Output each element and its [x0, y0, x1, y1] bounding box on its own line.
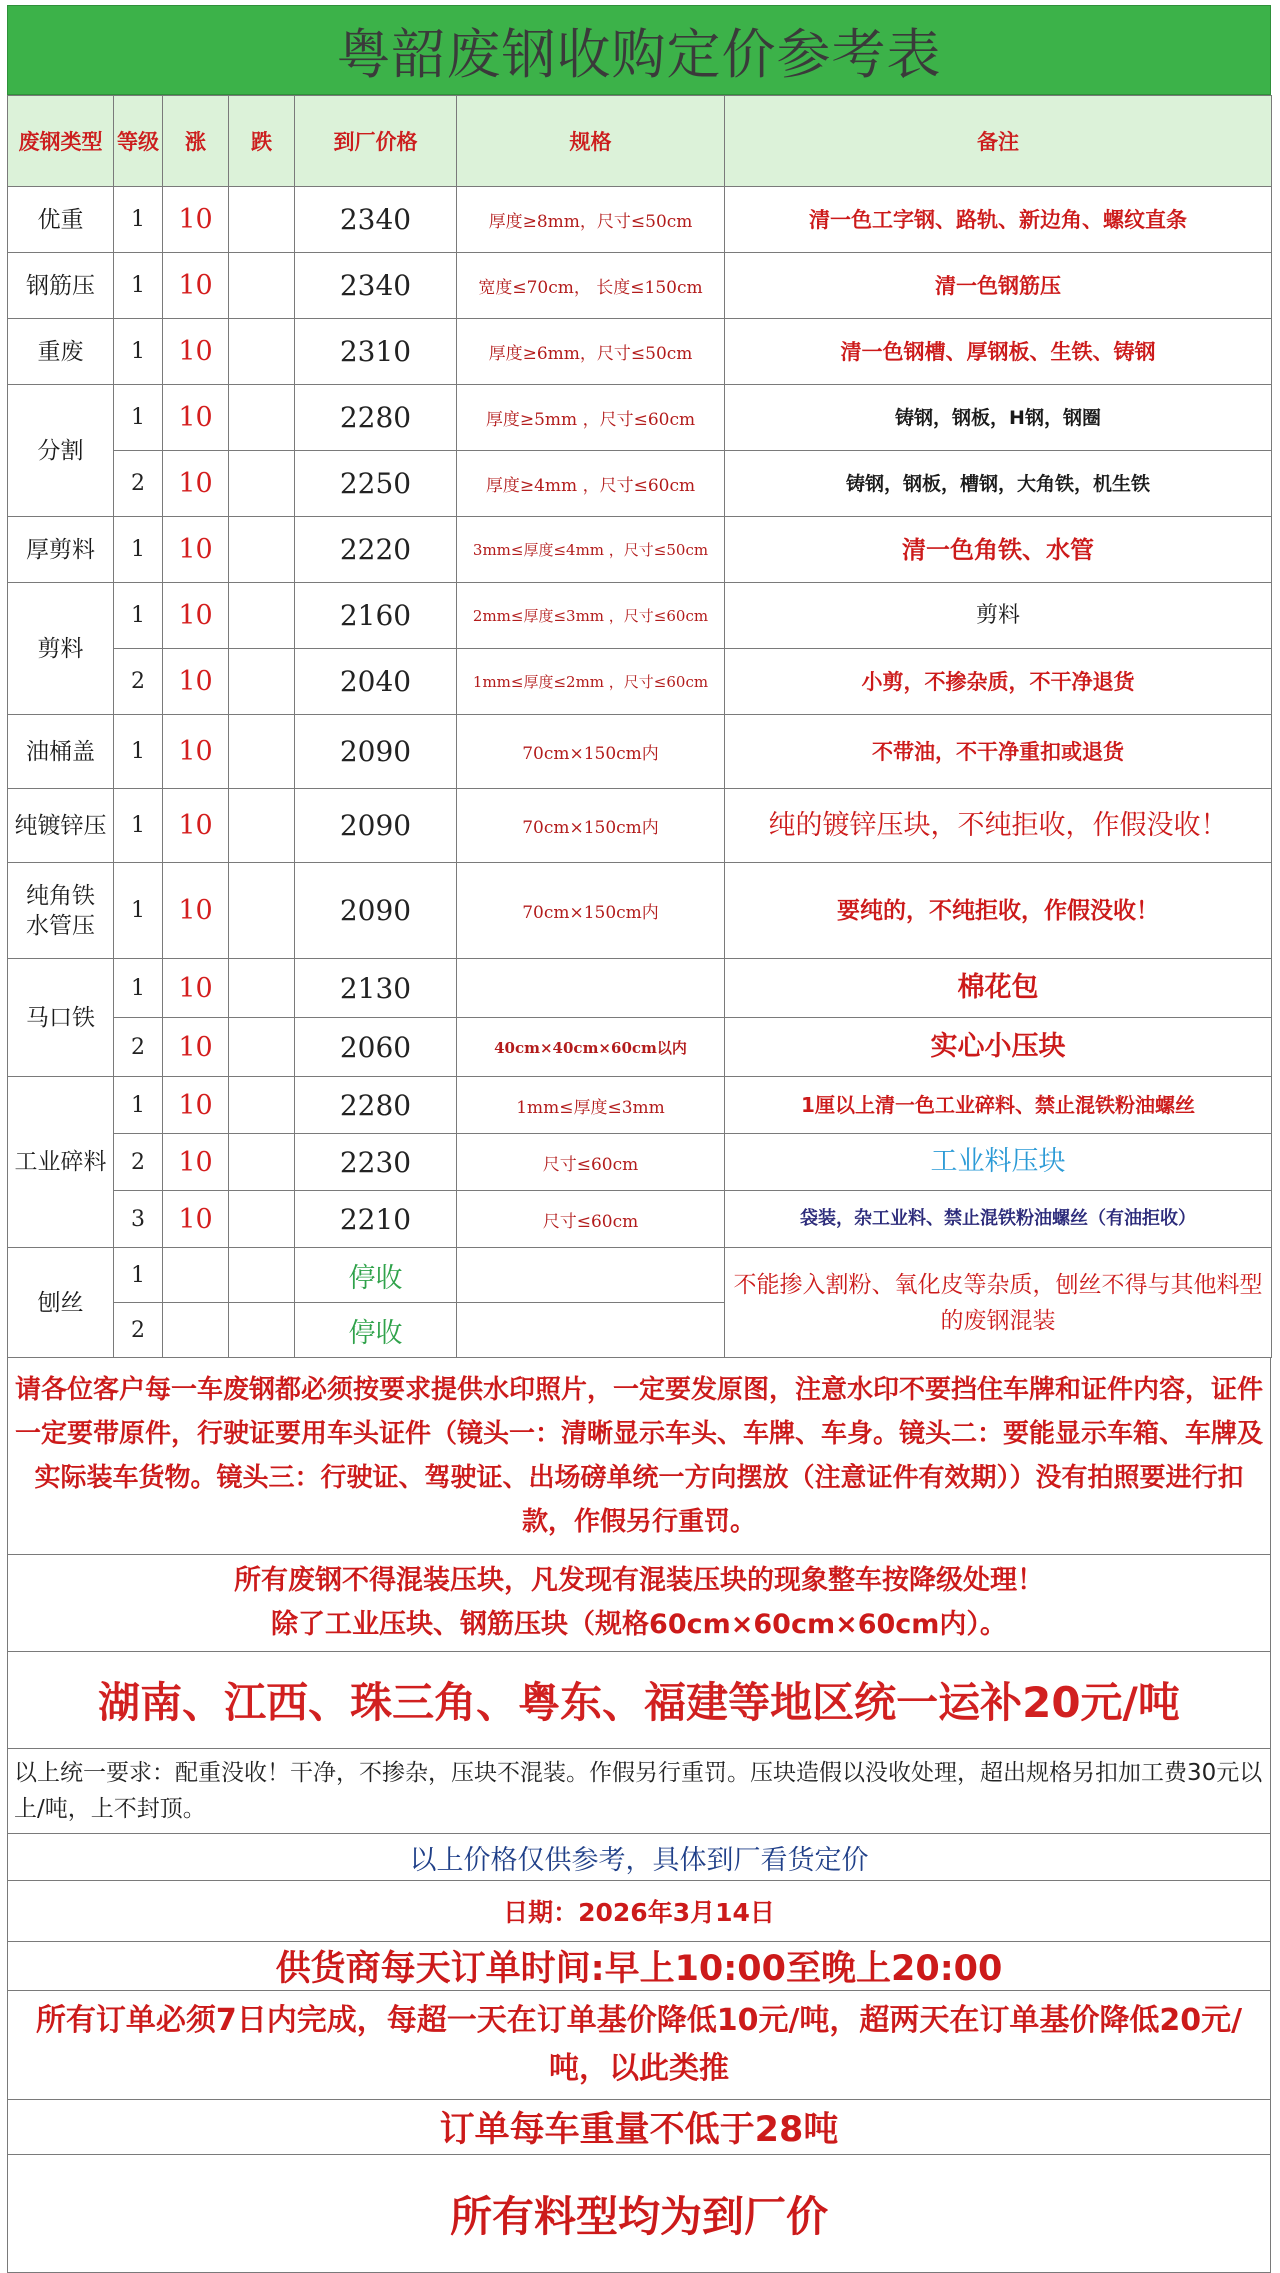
fall-cell	[229, 1134, 295, 1191]
header-spec: 规格	[457, 96, 725, 187]
spec-cell: 70cm×150cm内	[457, 715, 725, 789]
price-cell: 2220	[295, 517, 457, 583]
grade-cell: 1	[114, 187, 163, 253]
type-cell: 工业碎料	[8, 1077, 114, 1248]
note-cell: 要纯的，不纯拒收，作假没收！	[725, 863, 1272, 959]
price-cell: 2280	[295, 1077, 457, 1134]
price-reference-note: 以上价格仅供参考，具体到厂看货定价	[7, 1834, 1271, 1881]
table-row	[8, 863, 1272, 959]
spec-cell: 厚度≥5mm ，尺寸≤60cm	[457, 385, 725, 451]
fall-cell	[229, 789, 295, 863]
spec-cell: 3mm≤厚度≤4mm ，尺寸≤50cm	[457, 517, 725, 583]
transport-subsidy: 湖南、江西、珠三角、粤东、福建等地区统一运补20元/吨	[7, 1652, 1271, 1749]
table-row	[8, 649, 1272, 715]
sheet-title: 粤韶废钢收购定价参考表	[7, 5, 1271, 95]
rise-cell: 10	[163, 517, 229, 583]
price-cell: 2310	[295, 319, 457, 385]
spec-cell: 尺寸≤60cm	[457, 1134, 725, 1191]
table-row	[8, 253, 1272, 319]
note-cell: 清一色角铁、水管	[725, 517, 1272, 583]
spec-cell	[457, 959, 725, 1018]
table-row	[8, 959, 1272, 1018]
grade-cell: 1	[114, 1248, 163, 1303]
rise-cell: 10	[163, 789, 229, 863]
price-cell: 2250	[295, 451, 457, 517]
grade-cell: 2	[114, 451, 163, 517]
fall-cell	[229, 451, 295, 517]
order-deadline: 所有订单必须7日内完成，每超一天在订单基价降低10元/吨，超两天在订单基价降低20元/吨，以此类推	[7, 1991, 1271, 2100]
no-mix-line-1: 所有废钢不得混装压块，凡发现有混装压块的现象整车按降级处理！	[234, 1565, 1044, 1596]
header-grade: 等级	[114, 96, 163, 187]
table-row	[8, 187, 1272, 253]
note-cell: 清一色工字钢、路轨、新边角、螺纹直条	[725, 187, 1272, 253]
rise-cell	[163, 1303, 229, 1358]
photo-notice: 请各位客户每一车废钢都必须按要求提供水印照片，一定要发原图，注意水印不要挡住车牌和证件内容，证件一定要带原件，行驶证要用车头证件（镜头一：清晰显示车头、车牌、车身。镜头二：要能显示车箱、车牌及实际装车货物。镜头三：行驶证、驾驶证、出场磅单统一方向摆放（注意证件有效期））没有拍照要进行扣款，作假另行重罚。	[7, 1358, 1271, 1555]
fall-cell	[229, 715, 295, 789]
fall-cell	[229, 517, 295, 583]
grade-cell: 1	[114, 253, 163, 319]
type-cell: 优重	[8, 187, 114, 253]
note-cell: 铸钢，钢板，槽钢，大角铁，机生铁	[725, 451, 1272, 517]
header-up: 涨	[163, 96, 229, 187]
note-cell: 清一色钢槽、厚钢板、生铁、铸钢	[725, 319, 1272, 385]
price-cell: 2090	[295, 715, 457, 789]
price-cell: 停收	[295, 1248, 457, 1303]
note-cell: 袋装，杂工业料、禁止混铁粉油螺丝（有油拒收）	[725, 1191, 1272, 1248]
fall-cell	[229, 319, 295, 385]
header-note: 备注	[725, 96, 1272, 187]
rise-cell: 10	[163, 1018, 229, 1077]
price-cell: 2090	[295, 863, 457, 959]
fall-cell	[229, 863, 295, 959]
grade-cell: 1	[114, 517, 163, 583]
price-cell: 2130	[295, 959, 457, 1018]
rise-cell: 10	[163, 1077, 229, 1134]
grade-cell: 2	[114, 1134, 163, 1191]
price-cell: 2280	[295, 385, 457, 451]
rise-cell: 10	[163, 715, 229, 789]
table-row	[8, 319, 1272, 385]
price-cell: 2090	[295, 789, 457, 863]
price-cell: 2040	[295, 649, 457, 715]
note-cell: 清一色钢筋压	[725, 253, 1272, 319]
spec-cell: 70cm×150cm内	[457, 789, 725, 863]
spec-cell: 尺寸≤60cm	[457, 1191, 725, 1248]
type-cell: 厚剪料	[8, 517, 114, 583]
spec-cell: 2mm≤厚度≤3mm ，尺寸≤60cm	[457, 583, 725, 649]
table-row	[8, 1191, 1272, 1248]
note-cell: 棉花包	[725, 959, 1272, 1018]
fall-cell	[229, 649, 295, 715]
unified-requirement: 以上统一要求：配重没收！干净，不掺杂，压块不混装。作假另行重罚。压块造假以没收处理，超出规格另扣加工费30元以上/吨，上不封顶。	[7, 1749, 1271, 1834]
rise-cell: 10	[163, 253, 229, 319]
grade-cell: 2	[114, 649, 163, 715]
spec-cell: 1mm≤厚度≤3mm	[457, 1077, 725, 1134]
grade-cell: 1	[114, 715, 163, 789]
fall-cell	[229, 187, 295, 253]
type-cell: 分割	[8, 385, 114, 517]
fall-cell	[229, 1248, 295, 1303]
table-row	[8, 385, 1272, 451]
rise-cell: 10	[163, 959, 229, 1018]
table-header-row	[8, 96, 1272, 187]
rise-cell: 10	[163, 649, 229, 715]
fall-cell	[229, 1077, 295, 1134]
type-cell: 剪料	[8, 583, 114, 715]
spec-cell: 厚度≥4mm ，尺寸≤60cm	[457, 451, 725, 517]
rise-cell: 10	[163, 1134, 229, 1191]
table-row	[8, 789, 1272, 863]
grade-cell: 1	[114, 319, 163, 385]
note-cell: 铸钢，钢板，H钢，钢圈	[725, 385, 1272, 451]
header-type: 废钢类型	[8, 96, 114, 187]
price-cell: 2160	[295, 583, 457, 649]
grade-cell: 1	[114, 583, 163, 649]
type-cell: 油桶盖	[8, 715, 114, 789]
grade-cell: 2	[114, 1018, 163, 1077]
date-line: 日期：2026年3月14日	[7, 1881, 1271, 1942]
factory-price-note: 所有料型均为到厂价	[7, 2155, 1271, 2273]
grade-cell: 2	[114, 1303, 163, 1358]
note-cell: 小剪，不掺杂质，不干净退货	[725, 649, 1272, 715]
price-cell: 2060	[295, 1018, 457, 1077]
spec-cell: 40cm×40cm×60cm以内	[457, 1018, 725, 1077]
note-cell: 纯的镀锌压块，不纯拒收，作假没收！	[725, 789, 1272, 863]
rise-cell: 10	[163, 187, 229, 253]
rise-cell: 10	[163, 385, 229, 451]
spec-cell: 厚度≥6mm，尺寸≤50cm	[457, 319, 725, 385]
no-mix-line-2: 除了工业压块、钢筋压块（规格60cm×60cm×60cm内）。	[271, 1609, 1007, 1640]
spec-cell	[457, 1303, 725, 1358]
price-cell: 2340	[295, 187, 457, 253]
table-row	[8, 1134, 1272, 1191]
fall-cell	[229, 959, 295, 1018]
price-table	[7, 95, 1272, 1358]
spec-cell: 70cm×150cm内	[457, 863, 725, 959]
type-cell: 刨丝	[8, 1248, 114, 1358]
rise-cell: 10	[163, 583, 229, 649]
price-cell: 停收	[295, 1303, 457, 1358]
grade-cell: 1	[114, 385, 163, 451]
rise-cell: 10	[163, 1191, 229, 1248]
type-cell: 纯角铁 水管压	[8, 863, 114, 959]
price-cell: 2230	[295, 1134, 457, 1191]
rise-cell: 10	[163, 863, 229, 959]
grade-cell: 1	[114, 863, 163, 959]
rise-cell: 10	[163, 319, 229, 385]
grade-cell: 1	[114, 789, 163, 863]
no-mix-notice	[7, 1555, 1271, 1652]
type-cell: 纯镀锌压	[8, 789, 114, 863]
type-cell: 马口铁	[8, 959, 114, 1077]
note-cell: 不带油，不干净重扣或退货	[725, 715, 1272, 789]
spec-cell: 宽度≤70cm， 长度≤150cm	[457, 253, 725, 319]
table-row	[8, 583, 1272, 649]
spec-cell: 厚度≥8mm，尺寸≤50cm	[457, 187, 725, 253]
note-cell: 剪料	[725, 583, 1272, 649]
header-down: 跌	[229, 96, 295, 187]
price-cell: 2340	[295, 253, 457, 319]
spec-cell: 1mm≤厚度≤2mm ，尺寸≤60cm	[457, 649, 725, 715]
fall-cell	[229, 253, 295, 319]
note-cell: 1厘以上清一色工业碎料、禁止混铁粉油螺丝	[725, 1077, 1272, 1134]
min-weight: 订单每车重量不低于28吨	[7, 2100, 1271, 2155]
table-row	[8, 517, 1272, 583]
fall-cell	[229, 583, 295, 649]
rise-cell	[163, 1248, 229, 1303]
note-cell: 实心小压块	[725, 1018, 1272, 1077]
type-cell: 钢筋压	[8, 253, 114, 319]
header-price: 到厂价格	[295, 96, 457, 187]
type-cell: 重废	[8, 319, 114, 385]
order-time: 供货商每天订单时间:早上10:00至晚上20:00	[7, 1942, 1271, 1991]
price-cell: 2210	[295, 1191, 457, 1248]
table-row	[8, 715, 1272, 789]
price-sheet	[7, 5, 1271, 2273]
grade-cell: 1	[114, 1077, 163, 1134]
fall-cell	[229, 385, 295, 451]
fall-cell	[229, 1303, 295, 1358]
grade-cell: 3	[114, 1191, 163, 1248]
fall-cell	[229, 1191, 295, 1248]
grade-cell: 1	[114, 959, 163, 1018]
table-row	[8, 1248, 1272, 1303]
note-cell: 工业料压块	[725, 1134, 1272, 1191]
rise-cell: 10	[163, 451, 229, 517]
spec-cell	[457, 1248, 725, 1303]
table-row	[8, 1018, 1272, 1077]
table-row	[8, 1077, 1272, 1134]
fall-cell	[229, 1018, 295, 1077]
table-row	[8, 451, 1272, 517]
note-cell: 不能掺入割粉、氧化皮等杂质，刨丝不得与其他料型的废钢混装	[725, 1248, 1272, 1358]
